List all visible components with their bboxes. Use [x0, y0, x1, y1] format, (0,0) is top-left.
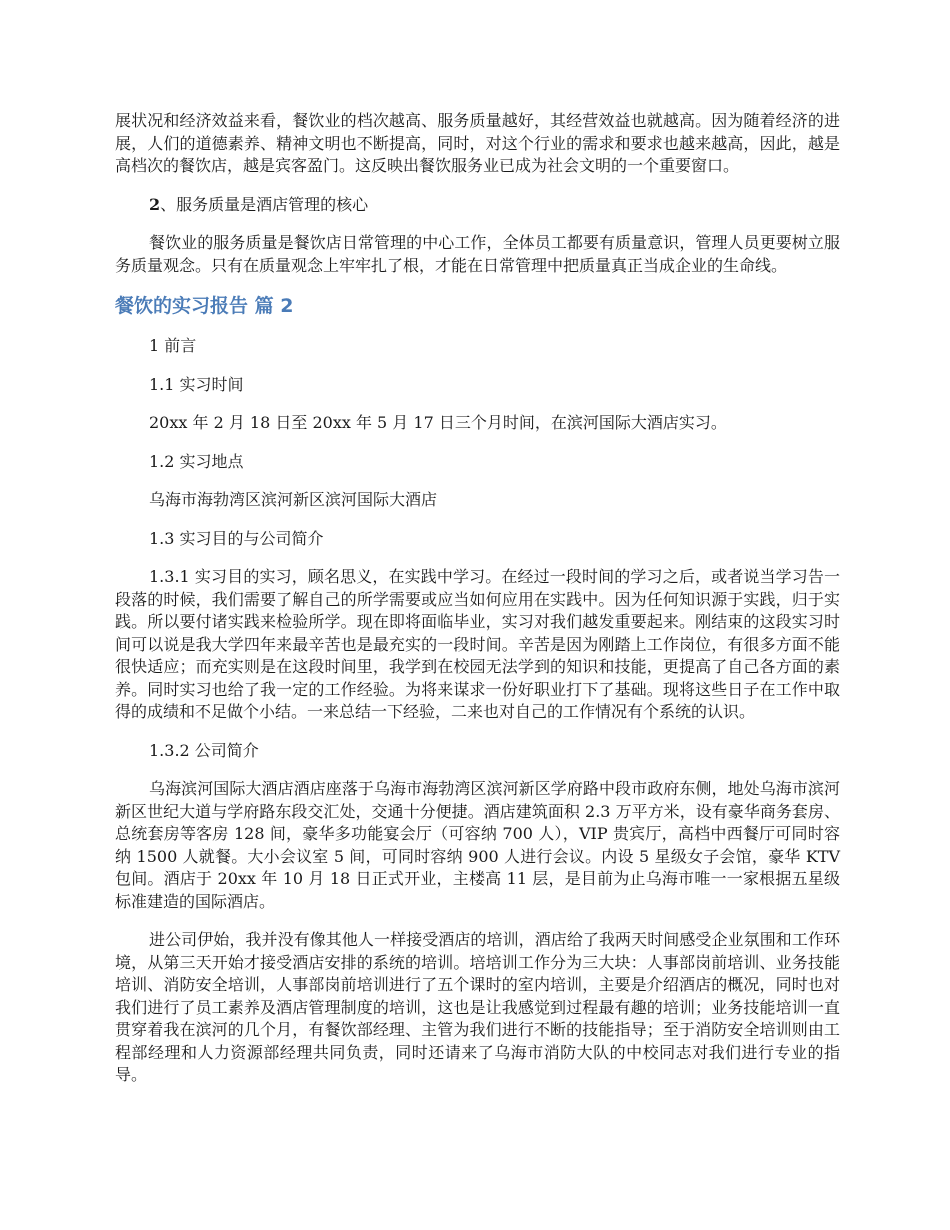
paragraph-1-3-1: 1.3.1 实习目的实习，顾名思义，在实践中学习。在经过一段时间的学习之后，或者说当学习告一段落的时候，我们需要了解自己的所学需要或应当如何应用在实践中。因为任何知识源于实践，归于实践。所以要付诸实践来检验所学。现在即将面临毕业，实习对我们越发重要起来。刚结束的这段实习时间可以说是我大学四年来最辛苦也是最充实的一段时间。辛苦是因为刚踏上工作岗位，有很多方面不能很快适应；而充实则是在这段时间里，我学到在校园无法学到的知识和技能，更提高了自己各方面的素养。同时实习也给了我一定的工作经验。为将来谋求一份好职业打下了基础。现将这些日子在工作中取得的成绩和不足做个小结。一来总结一下经验，二来也对自己的工作情况有个系统的认识。	[115, 567, 840, 721]
paragraph-company-profile: 乌海滨河国际大酒店酒店座落于乌海市海勃湾区滨河新区学府路中段市政府东侧，地处乌海市滨河新区世纪大道与学府路东段交汇处，交通十分便捷。酒店建筑面积 2.3 万平方米，设有豪华商务套房、总统套房等客房 128 间，豪华多功能宴会厅（可容纳 700 人），VIP 贵宾厅，高档中西餐厅可同时容纳 1500 人就餐。大小会议室 5 间，可同时容纳 900 人进行会议。内设 5 星级女子会馆，豪华 KTV 包间。酒店于 20xx 年 10 月 18 日正式开业，主楼高 11 层，是目前为止乌海市唯一一家根据五星级标准建造的国际酒店。	[115, 779, 840, 911]
point-2-text: 、服务质量是酒店管理的核心	[160, 194, 369, 214]
section-1-3-2-title: 1.3.2 公司简介	[149, 740, 259, 760]
internship-time: 20xx 年 2 月 18 日至 20xx 年 5 月 17 日三个月时间，在滨河国际大酒店实习。	[149, 413, 727, 432]
document-page	[115, 110, 840, 1087]
section-heading: 餐饮的实习报告 篇 2	[115, 295, 294, 317]
paragraph-intro-end: 展状况和经济效益来看，餐饮业的档次越高、服务质量越好，其经营效益也就越高。因为随着经济的进展，人们的道德素养、精神文明也不断提高，同时，对这个行业的需求和要求也越来越高，因此，越是高档次的餐饮店，越是宾客盈门。这反映出餐饮服务业已成为社会文明的一个重要窗口。	[115, 111, 840, 175]
section-1-title: 1 前言	[149, 336, 197, 355]
section-1-2-title: 1.2 实习地点	[149, 451, 244, 471]
point-2-title	[115, 194, 840, 217]
internship-place: 乌海市海勃湾区滨河新区滨河国际大酒店	[149, 490, 438, 509]
paragraph-training: 进公司伊始，我并没有像其他人一样接受酒店的培训，酒店给了我两天时间感受企业氛围和工作环境，从第三天开始才接受酒店安排的系统的培训。培培训工作分为三大块：人事部岗前培训、业务技能培训、消防安全培训，人事部岗前培训进行了五个课时的室内培训，主要是介绍酒店的概况，同时也对我们进行了员工素养及酒店管理制度的培训，这也是让我感觉到过程最有趣的培训；业务技能培训一直贯穿着我在滨河的几个月，有餐饮部经理、主管为我们进行不断的技能指导；至于消防安全培训则由工程部经理和人力资源部经理共同负责，同时还请来了乌海市消防大队的中校同志对我们进行专业的指导。	[115, 930, 840, 1084]
section-1-1-title: 1.1 实习时间	[149, 374, 244, 394]
section-1-3-title: 1.3 实习目的与公司简介	[149, 528, 324, 548]
paragraph-service-quality: 餐饮业的服务质量是餐饮店日常管理的中心工作，全体员工都要有质量意识，管理人员更要树立服务质量观念。只有在质量观念上牢牢扎了根，才能在日常管理中把质量真正当成企业的生命线。	[115, 233, 840, 275]
point-2-number: 2	[149, 194, 161, 214]
